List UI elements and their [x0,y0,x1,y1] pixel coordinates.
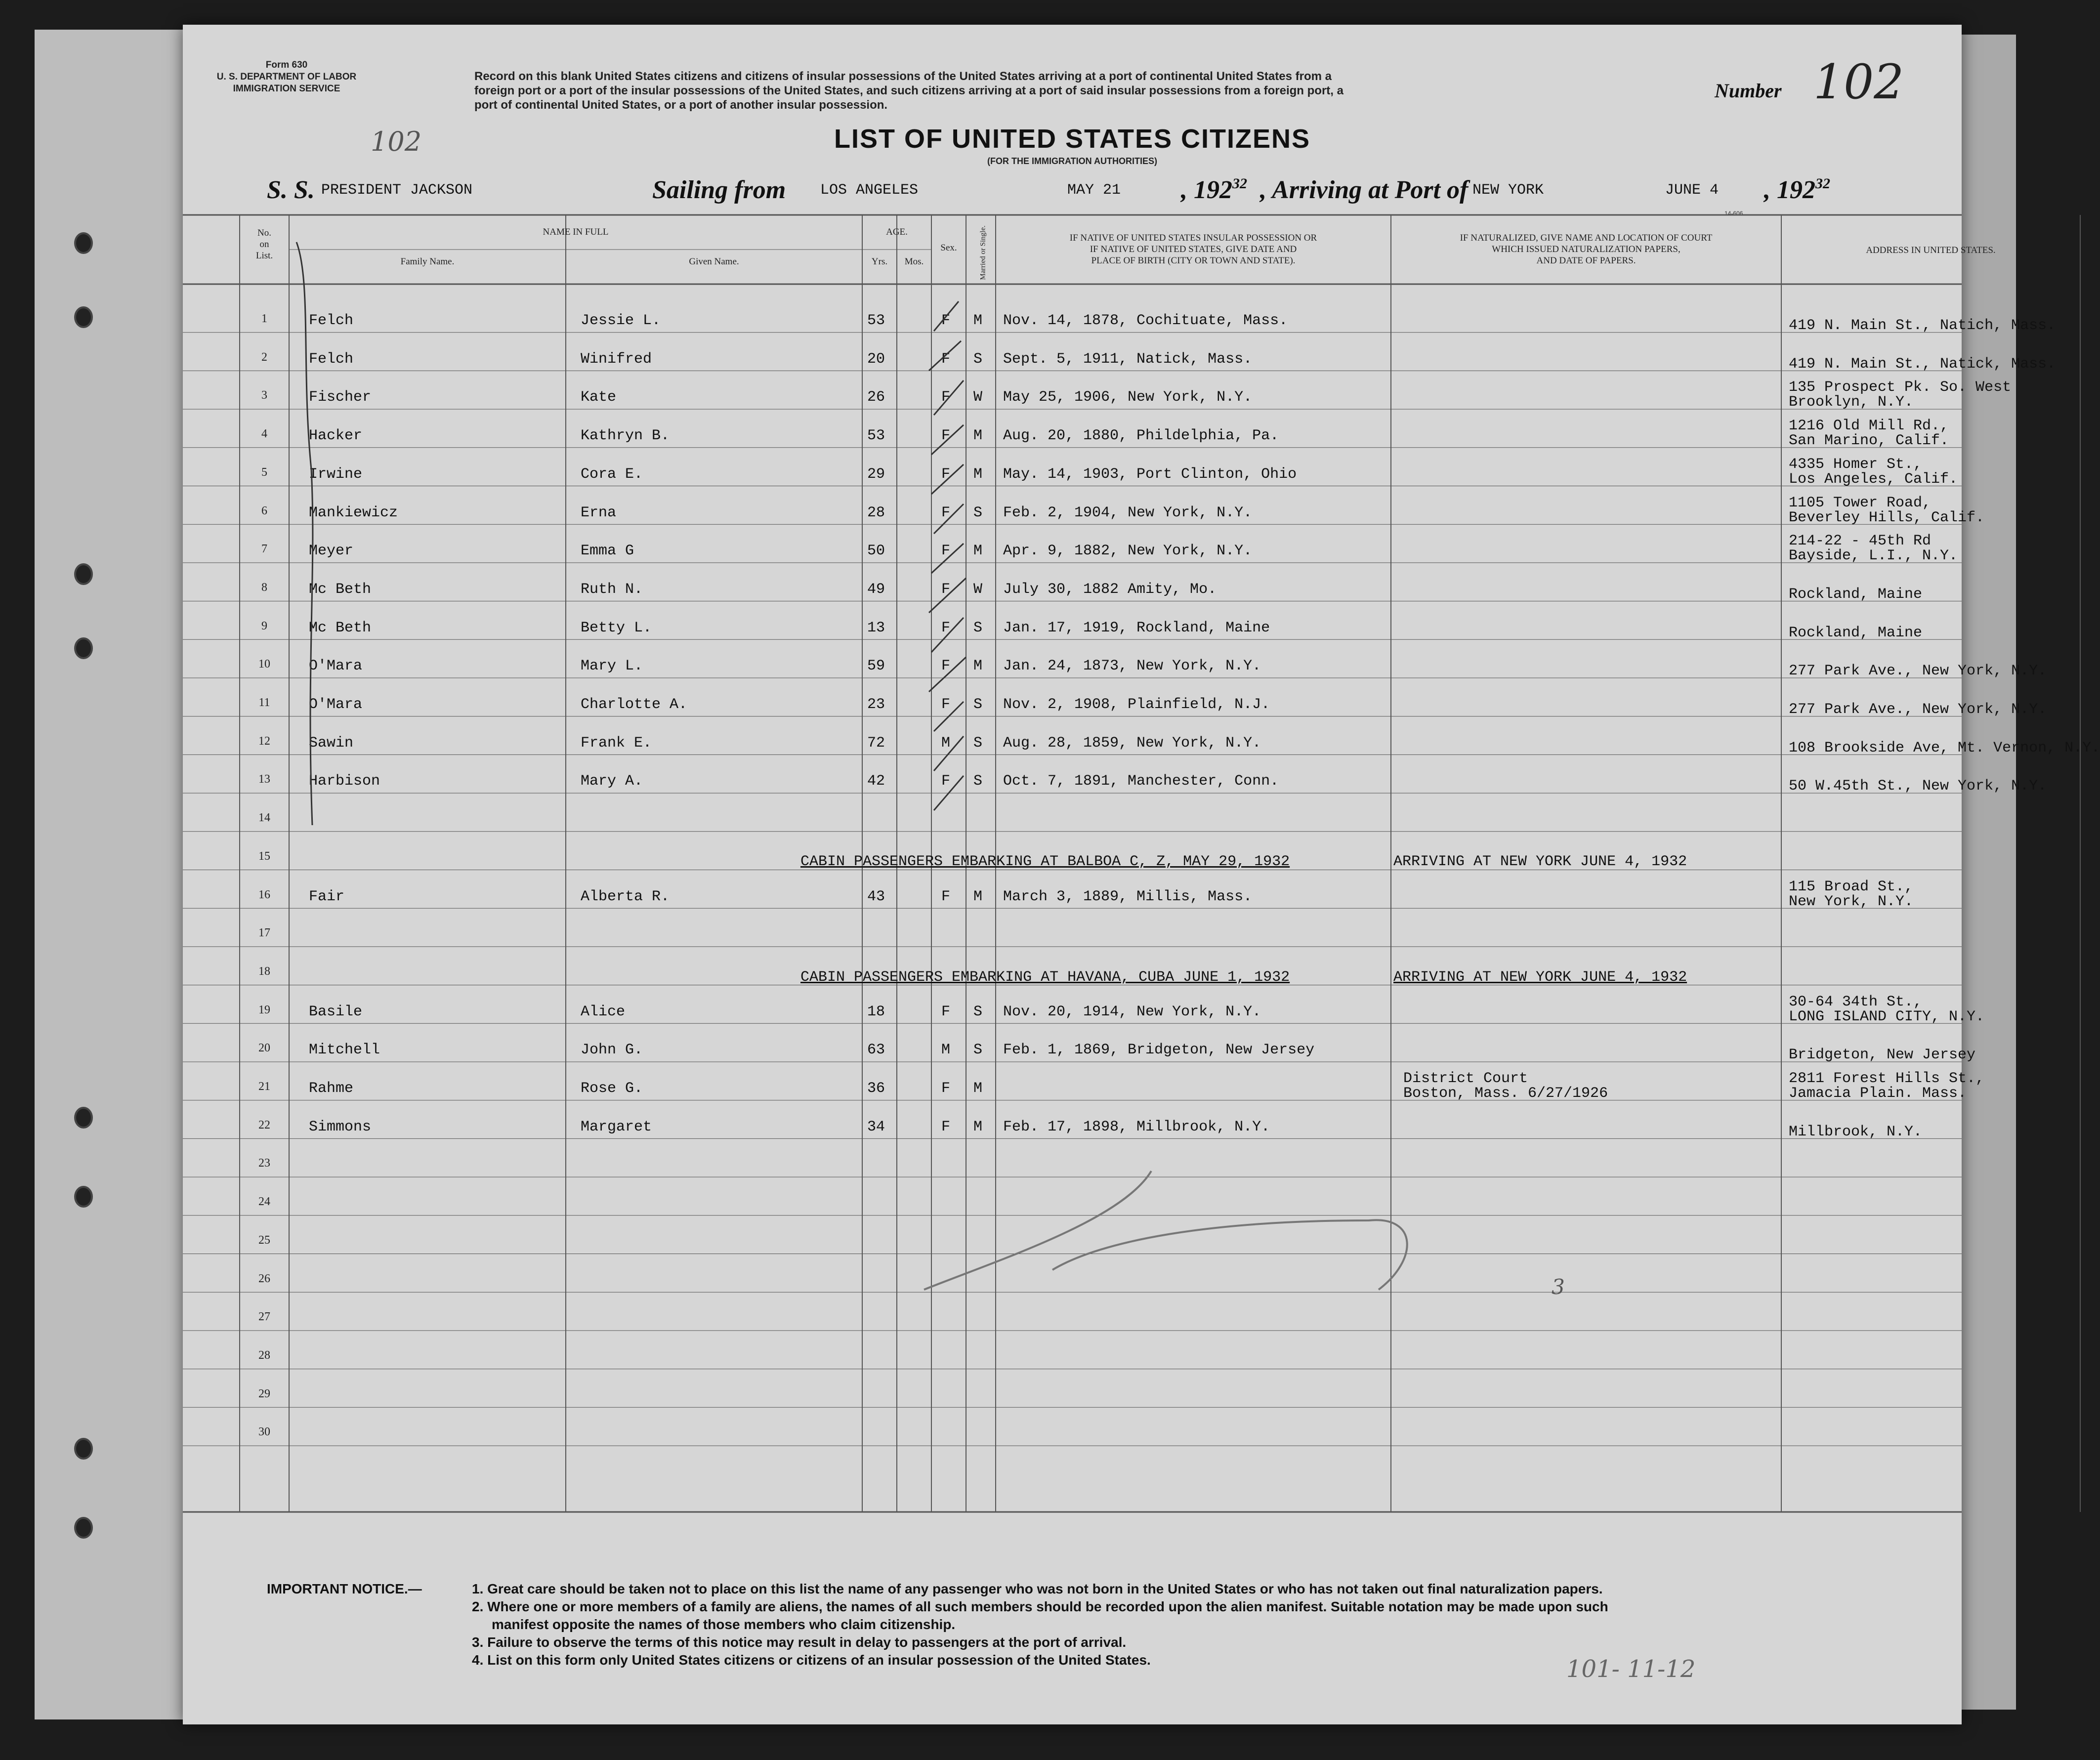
department: U. S. DEPARTMENT OF LABOR [216,72,357,82]
address-line: Rockland, Maine [1789,624,1923,641]
col-no-text: List. [255,251,273,261]
address-line: 135 Prospect Pk. So. West [1789,379,2012,396]
col-address-heading: ADDRESS IN UNITED STATES. [1866,245,1996,255]
row-number: 29 [258,1387,270,1400]
age-years: 13 [867,619,885,636]
marital-status: M [973,1080,983,1097]
notice-item: manifest opposite the names of those members who claim citizenship. [492,1617,956,1632]
row-number: 24 [258,1195,270,1209]
age-years: 26 [867,389,885,406]
age-years: 42 [867,773,885,790]
family-name: Mitchell [309,1042,380,1059]
intro-line: foreign port or a port of the insular possessions of the United States, and such citizens arriving at a port of said insular possessions from a foreign port, a [474,84,1344,97]
family-name: Fair [309,888,345,905]
marital-status: W [973,581,983,598]
sex: F [941,312,951,329]
family-name: Simmons [309,1118,372,1135]
given-name: Erna [581,504,617,521]
address-line: 50 W.45th St., New York, N.Y. [1789,778,2047,795]
age-years: 49 [867,581,885,598]
address-line: Beverley Hills, Calif. [1789,509,1985,526]
page-count-note: 3 [1552,1275,1565,1299]
bottom-handwritten-note: 101- 11-12 [1566,1655,1696,1683]
naturalization-line: Boston, Mass. 6/27/1926 [1403,1085,1608,1102]
notice-item: 1. Great care should be taken not to place on this list the name of any passenger who was not born in the United States or who has not taken out final naturalization papers. [472,1581,1603,1596]
col-family-heading: Family Name. [400,256,455,267]
birth-info: Nov. 14, 1878, Cochituate, Mass. [1003,312,1288,329]
sex: F [941,1003,951,1020]
sex: F [941,465,951,483]
family-name: Felch [309,350,354,368]
marital-status: S [973,619,983,636]
handwriting-overlay [183,25,1962,1724]
marital-status: M [973,543,983,560]
section-header-arrive: ARRIVING AT NEW YORK JUNE 4, 1932 [1393,969,1687,986]
address-line: 115 Broad St., [1789,878,1914,895]
family-name: Basile [309,1003,363,1020]
col-mos-heading: Mos. [904,256,924,267]
address-line: 277 Park Ave., New York, N.Y. [1789,701,2047,718]
sex: M [941,734,951,752]
address-line: 419 N. Main St., Natick, Mass. [1789,355,2056,373]
address-line: Bayside, L.I., N.Y. [1789,547,1958,565]
binder-hole [74,563,93,585]
birth-info: Feb. 2, 1904, New York, N.Y. [1003,504,1253,521]
year-prefix: , 192 [1764,176,1815,204]
given-name: Margaret [581,1118,652,1135]
birth-info: Feb. 1, 1869, Bridgeton, New Jersey [1003,1042,1315,1059]
given-name: Mary A. [581,773,643,790]
arriving-label: , Arriving at Port of [1260,176,1469,204]
birth-info: Apr. 9, 1882, New York, N.Y. [1003,543,1253,560]
birth-info: Jan. 17, 1919, Rockland, Maine [1003,619,1270,636]
given-name: Alberta R. [581,888,670,905]
given-name: Rose G. [581,1080,643,1097]
marital-status: S [973,1003,983,1020]
sex: F [941,773,951,790]
row-number: 26 [258,1272,270,1285]
form-code: 14-606 [1724,210,1743,217]
given-name: Jessie L. [581,312,661,329]
row-number: 17 [258,926,270,940]
address-line: 419 N. Main St., Natich, Mass. [1789,317,2056,334]
given-name: Kathryn B. [581,427,670,445]
given-name: Alice [581,1003,626,1020]
age-years: 23 [867,696,885,713]
address-line: 214-22 - 45th Rd [1789,533,1932,550]
age-years: 29 [867,465,885,483]
given-name: Charlotte A. [581,696,688,713]
service-name: IMMIGRATION SERVICE [233,84,340,94]
address-line: Bridgeton, New Jersey [1789,1047,1976,1064]
age-years: 28 [867,504,885,521]
address-line: Rockland, Maine [1789,586,1923,603]
birth-info: May 25, 1906, New York, N.Y. [1003,389,1253,406]
address-line: 1105 Tower Road, [1789,494,1932,511]
address-line: Jamacia Plain. Mass. [1789,1085,1967,1102]
notice-item: 2. Where one or more members of a family are aliens, the names of all such members should be recorded upon the alien manifest. Suitable notation may be made upon such [472,1599,1608,1614]
section-header-embark: CABIN PASSENGERS EMBARKING AT HAVANA, CUBA JUNE 1, 1932 [800,969,1290,986]
year-prefix: , 192 [1181,176,1232,204]
given-name: Ruth N. [581,581,643,598]
margin-note: 102 [371,126,422,157]
section-header-arrive: ARRIVING AT NEW YORK JUNE 4, 1932 [1393,853,1687,870]
given-name: John G. [581,1042,643,1059]
right-page-edge [1957,35,2016,1710]
year-suffix: 32 [1232,175,1247,192]
check-marks [929,301,966,810]
tally-bracket [296,242,313,825]
row-number: 13 [258,773,270,786]
ship-name: PRESIDENT JACKSON [321,182,473,199]
given-name: Cora E. [581,465,643,483]
col-married-heading: Married or Single. [979,225,987,280]
address-line: New York, N.Y. [1789,893,1914,910]
row-number: 19 [258,1003,270,1016]
col-nat-text: IF NATURALIZED, GIVE NAME AND LOCATION OF COURT [1460,233,1713,243]
marital-status: S [973,504,983,521]
row-number: 15 [258,849,270,863]
intro-line: Record on this blank United States citizens and citizens of insular possessions of the United States arriving at a port of continental United States from a [474,70,1332,83]
sex: F [941,658,951,675]
family-name: Harbison [309,773,380,790]
col-name-heading: NAME IN FULL [543,227,609,237]
birth-info: Sept. 5, 1911, Natick, Mass. [1003,350,1253,368]
sex: F [941,1080,951,1097]
col-yrs-heading: Yrs. [871,256,888,267]
row-number: 10 [258,658,270,671]
row-number: 27 [258,1310,270,1324]
row-number: 8 [261,581,267,594]
address-line: Brooklyn, N.Y. [1789,394,1914,411]
birth-info: March 3, 1889, Millis, Mass. [1003,888,1253,905]
birth-info: Feb. 17, 1898, Millbrook, N.Y. [1003,1118,1270,1135]
age-years: 36 [867,1080,885,1097]
family-name: Irwine [309,465,363,483]
sex: F [941,543,951,560]
row-number: 12 [258,734,270,748]
family-name: Meyer [309,543,354,560]
sailing-label: Sailing from [652,176,786,204]
birth-info: Oct. 7, 1891, Manchester, Conn. [1003,773,1279,790]
given-name: Kate [581,389,617,406]
birth-info: July 30, 1882 Amity, Mo. [1003,581,1217,598]
departure-date: MAY 21 [1067,182,1121,199]
family-name: Hacker [309,427,363,445]
row-number: 20 [258,1042,270,1055]
birth-info: Aug. 28, 1859, New York, N.Y. [1003,734,1261,752]
age-years: 20 [867,350,885,368]
sex: F [941,888,951,905]
marital-status: S [973,734,983,752]
family-name: Mankiewicz [309,504,398,521]
notice-heading: IMPORTANT NOTICE.— [267,1581,422,1596]
sex: M [941,1042,951,1059]
address-line: 277 Park Ave., New York, N.Y. [1789,663,2047,680]
col-nat-text: WHICH ISSUED NATURALIZATION PAPERS, [1492,244,1680,254]
marital-status: M [973,427,983,445]
age-years: 63 [867,1042,885,1059]
row-number: 2 [261,350,267,364]
list-number: 102 [1813,54,1904,110]
given-name: Frank E. [581,734,652,752]
age-years: 53 [867,312,885,329]
sex: F [941,427,951,445]
row-number: 6 [261,504,267,517]
birth-info: Aug. 20, 1880, Phildelphia, Pa. [1003,427,1279,445]
marital-status: S [973,696,983,713]
col-sex-heading: Sex. [940,243,957,253]
col-no-text: No. [257,228,271,238]
col-birth-text: IF NATIVE OF UNITED STATES, GIVE DATE AND [1090,244,1297,254]
section-header-embark: CABIN PASSENGERS EMBARKING AT BALBOA C, Z, MAY 29, 1932 [800,853,1290,870]
binder-hole [74,306,93,328]
col-no-text: on [259,239,269,250]
given-name: Emma G [581,543,634,560]
notice-item: 3. Failure to observe the terms of this notice may result in delay to passengers at the port of arrival. [472,1634,1127,1650]
sex: F [941,581,951,598]
row-number: 3 [261,389,267,402]
row-number: 22 [258,1118,270,1131]
row-number: 11 [258,696,270,709]
family-name: O'Mara [309,696,363,713]
marital-status: S [973,1042,983,1059]
age-years: 72 [867,734,885,752]
marital-status: M [973,312,983,329]
family-name: Sawin [309,734,354,752]
binder-hole [74,1107,93,1129]
sex: F [941,619,951,636]
manifest-page [183,25,2100,1724]
address-line: LONG ISLAND CITY, N.Y. [1789,1008,1985,1025]
sex: F [941,1118,951,1135]
signature-scrawl [924,1171,1407,1290]
arrival-port: NEW YORK [1472,182,1544,199]
page-title: LIST OF UNITED STATES CITIZENS [834,124,1310,154]
address-line: 4335 Homer St., [1789,456,1923,473]
binder-hole [74,1186,93,1208]
col-age-heading: AGE. [886,227,908,237]
arrival-date: JUNE 4 [1665,182,1719,199]
ss-label: S. S. [267,176,315,204]
row-number: 1 [261,312,267,325]
row-number: 25 [258,1233,270,1247]
marital-status: M [973,658,983,675]
row-number: 30 [258,1425,270,1439]
address-line: San Marino, Calif. [1789,432,1949,450]
birth-info: Jan. 24, 1873, New York, N.Y. [1003,658,1261,675]
given-name: Winifred [581,350,652,368]
page-subtitle: (FOR THE IMMIGRATION AUTHORITIES) [987,156,1157,166]
given-name: Mary L. [581,658,643,675]
row-number: 9 [261,619,267,632]
sex: F [941,350,951,368]
col-nat-text: AND DATE OF PAPERS. [1536,255,1636,266]
col-birth-text: IF NATIVE OF UNITED STATES INSULAR POSSESSION OR [1069,233,1317,243]
naturalization-line: District Court [1403,1070,1528,1087]
address-line: Millbrook, N.Y. [1789,1123,1923,1140]
row-number: 7 [261,543,267,556]
family-name: Fischer [309,389,372,406]
address-line: 108 Brookside Ave, Mt. Vernon, N.Y. [1789,739,2100,756]
col-birth-text: PLACE OF BIRTH (CITY OR TOWN AND STATE). [1091,255,1296,266]
address-line: 30-64 34th St., [1789,993,1923,1010]
list-number-label: Number [1715,80,1782,102]
sex: F [941,696,951,713]
intro-line: port of continental United States, or a port of another insular possession. [474,98,888,112]
row-number: 4 [261,427,267,441]
row-number: 5 [261,465,267,479]
address-line: 2811 Forest Hills St., [1789,1070,1985,1087]
family-name: Felch [309,312,354,329]
given-name: Betty L. [581,619,652,636]
age-years: 18 [867,1003,885,1020]
address-line: 1216 Old Mill Rd., [1789,418,1949,435]
sex: F [941,504,951,521]
marital-status: S [973,350,983,368]
col-given-heading: Given Name. [689,256,739,267]
sex: F [941,389,951,406]
family-name: Rahme [309,1080,354,1097]
year-suffix: 32 [1815,175,1830,192]
form-number: Form 630 [265,60,308,70]
marital-status: M [973,465,983,483]
binder-hole [74,232,93,254]
row-number: 18 [258,964,270,978]
family-name: Mc Beth [309,581,372,598]
family-name: O'Mara [309,658,363,675]
marital-status: W [973,389,983,406]
family-name: Mc Beth [309,619,372,636]
age-years: 34 [867,1118,885,1135]
age-years: 53 [867,427,885,445]
row-number: 21 [258,1080,270,1093]
binder-hole [74,1517,93,1539]
birth-info: Nov. 2, 1908, Plainfield, N.J. [1003,696,1270,713]
marital-status: M [973,888,983,905]
binder-hole [74,1438,93,1460]
row-number: 28 [258,1348,270,1362]
address-line: Los Angeles, Calif. [1789,470,1958,488]
row-number: 23 [258,1157,270,1170]
age-years: 59 [867,658,885,675]
birth-info: May. 14, 1903, Port Clinton, Ohio [1003,465,1297,483]
marital-status: S [973,773,983,790]
row-number: 14 [258,811,270,825]
marital-status: M [973,1118,983,1135]
row-number: 16 [258,888,270,901]
binder-hole [74,637,93,659]
age-years: 43 [867,888,885,905]
age-years: 50 [867,543,885,560]
departure-port: LOS ANGELES [820,182,919,199]
notice-item: 4. List on this form only United States citizens or citizens of an insular possession of the United States. [472,1652,1151,1668]
birth-info: Nov. 20, 1914, New York, N.Y. [1003,1003,1261,1020]
